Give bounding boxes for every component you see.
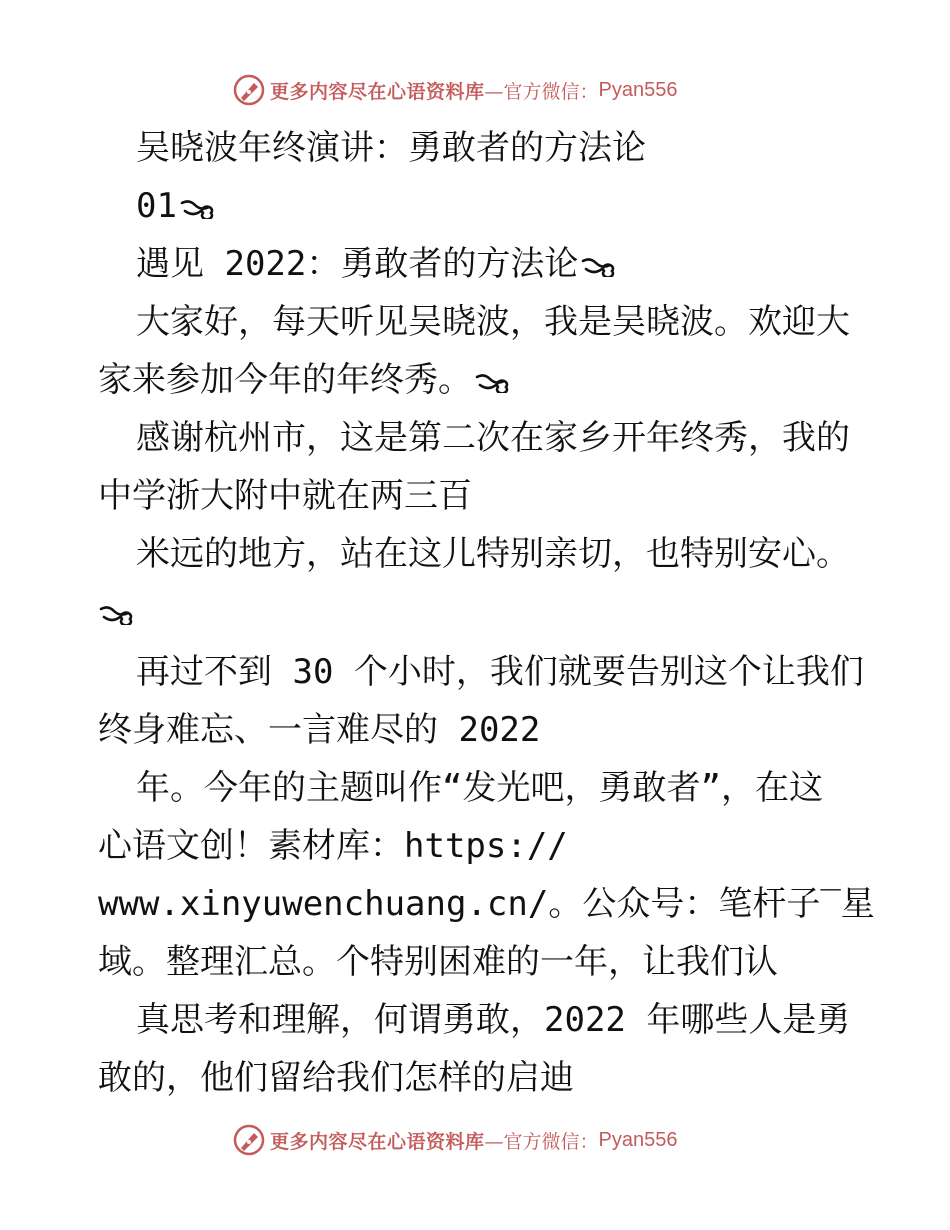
text-line: 域。整理汇总。个特别困难的一年，让我们认 xyxy=(98,942,778,982)
text-line: 中学浙大附中就在两三百 xyxy=(98,476,472,516)
header-separator: —官方微信： xyxy=(484,80,599,103)
paragraph-mark-icon xyxy=(179,188,215,210)
text-line-mark-only xyxy=(98,592,134,632)
text-line: 心语文创！素材库：https:// xyxy=(98,826,568,866)
header-text: 更多内容尽在心语资料库 xyxy=(270,80,485,103)
pen-nib-logo-icon xyxy=(232,73,266,107)
text-line: 终身难忘、一言难尽的 2022 xyxy=(98,710,541,750)
footer-banner xyxy=(232,1122,678,1158)
text-line: 感谢杭州市，这是第二次在家乡开年终秀，我的 xyxy=(136,418,850,458)
text-line-section-number: 01 xyxy=(136,186,215,226)
text-line: 大家好，每天听见吴晓波，我是吴晓波。欢迎大 xyxy=(136,302,850,342)
header-wechat-id: Pyan556 xyxy=(598,78,678,101)
text-line: 真思考和理解，何谓勇敢，2022 年哪些人是勇 xyxy=(136,1000,851,1040)
paragraph-mark-icon xyxy=(580,246,616,268)
pen-nib-logo-icon xyxy=(232,1123,266,1157)
paragraph-mark-icon xyxy=(98,594,134,616)
text-line: 再过不到 30 个小时，我们就要告别这个让我们 xyxy=(136,652,864,692)
text-line: 米远的地方，站在这儿特别亲切，也特别安心。 xyxy=(136,534,850,574)
text-line: 敢的，他们留给我们怎样的启迪 xyxy=(98,1058,574,1098)
header-banner xyxy=(232,72,678,108)
paragraph-mark-icon xyxy=(474,362,510,384)
text-line: www.xinyuwenchuang.cn/。公众号：笔杆子‾星 xyxy=(98,884,875,924)
footer-text: 更多内容尽在心语资料库 xyxy=(270,1130,485,1153)
text-line: 家来参加今年的年终秀。 xyxy=(98,360,510,400)
text-line: 年。今年的主题叫作“发光吧，勇敢者”，在这 xyxy=(136,768,823,808)
text-line-subtitle: 遇见 2022：勇敢者的方法论 xyxy=(136,244,616,284)
footer-wechat-id: Pyan556 xyxy=(598,1128,678,1151)
text-line-title: 吴晓波年终演讲：勇敢者的方法论 xyxy=(136,128,646,168)
footer-separator: —官方微信： xyxy=(484,1130,599,1153)
